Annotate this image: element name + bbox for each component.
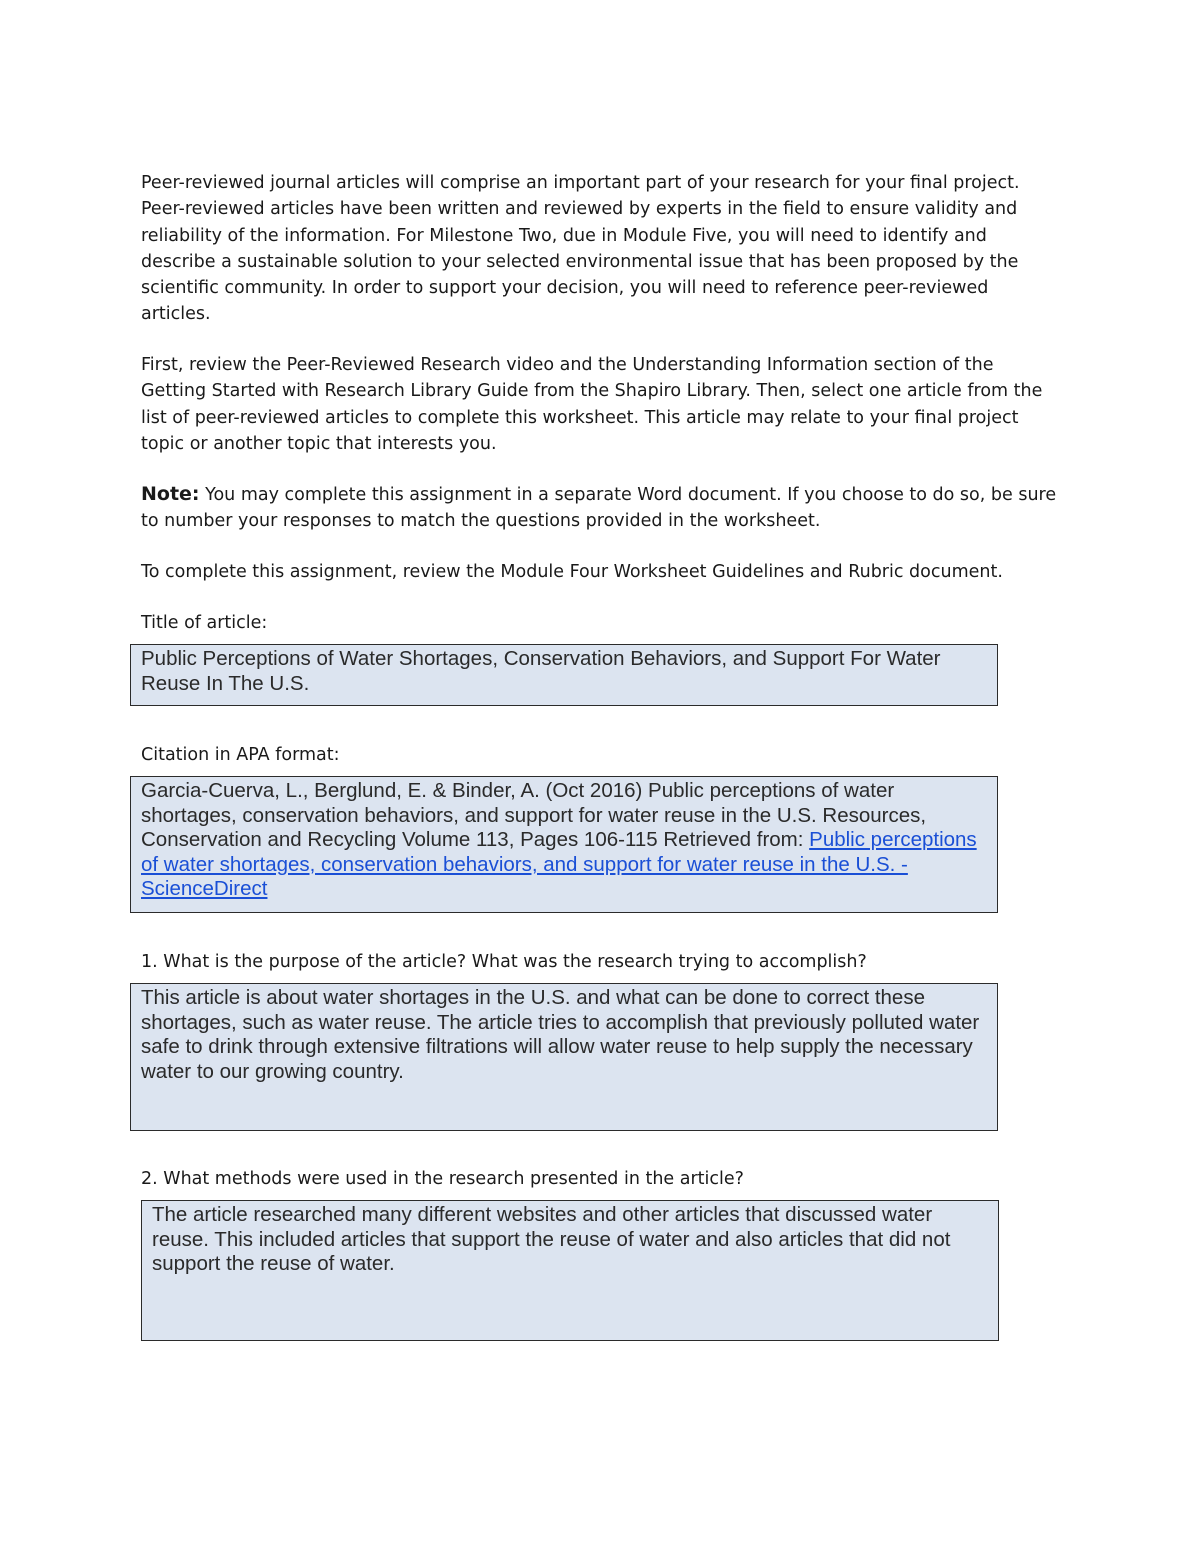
question-2-answer-box[interactable] [141, 1200, 999, 1341]
question-1-answer-text: This article is about water shortages in the U.S. and what can be done to correct these shortages, such as water reuse. The article tries to accomplish that previously polluted water safe to drink through extensive filtrations will allow water reuse to help supply the necessary water to our growing country. [141, 986, 980, 1083]
citation-answer-box[interactable] [130, 776, 998, 913]
intro-paragraph-2: First, review the Peer-Reviewed Research video and the Understanding Information section of the Getting Started with Research Library Guide from the Shapiro Library. Then, select one article from the list of peer-reviewed articles to complete this worksheet. This article may relate to your final project topic or another topic that interests you. [141, 355, 1043, 454]
question-2-answer-text: The article researched many different websites and other articles that discussed water reuse. This included articles that support the reuse of water and also articles that did not support the reuse of water. [152, 1203, 951, 1276]
question-1-answer-box[interactable] [130, 983, 998, 1131]
instructions-paragraph: To complete this assignment, review the Module Four Worksheet Guidelines and Rubric document. [141, 562, 1003, 582]
intro-paragraph-1: Peer-reviewed journal articles will comprise an important part of your research for your final project. Peer-reviewed articles have been written and reviewed by experts in the field to ensure validity and reliability of the information. For Milestone Two, due in Module Five, you will need to identify and describe a sustainable solution to your selected environmental issue that has been proposed by the scientific community. In order to support your decision, you will need to reference peer-reviewed articles. [141, 173, 1020, 325]
title-answer-box[interactable] [130, 644, 998, 706]
title-answer-text: Public Perceptions of Water Shortages, Conservation Behaviors, and Support For Water Reuse In The U.S. [141, 647, 941, 695]
question-1-label: 1. What is the purpose of the article? What was the research trying to accomplish? [141, 952, 867, 972]
note-paragraph [141, 481, 1061, 535]
note-label: Note: [141, 483, 200, 505]
citation-text: Garcia-Cuerva, L., Berglund, E. & Binder, A. (Oct 2016) Public perceptions of water shortages, conservation behaviors, and support for water reuse in the U.S. Resources, Conservation and Recycling Volume 113, Pages 106-115 Retrieved from: [141, 779, 927, 852]
citation-link[interactable]: Public perceptions of water shortages, conservation behaviors, and support for water reuse in the U.S. - ScienceDirect [141, 828, 977, 901]
question-2-label: 2. What methods were used in the research presented in the article? [141, 1169, 744, 1189]
title-label: Title of article: [141, 613, 268, 633]
citation-label: Citation in APA format: [141, 745, 340, 765]
note-text: You may complete this assignment in a separate Word document. If you choose to do so, be sure to number your responses to match the questions provided in the worksheet. [141, 485, 1057, 532]
